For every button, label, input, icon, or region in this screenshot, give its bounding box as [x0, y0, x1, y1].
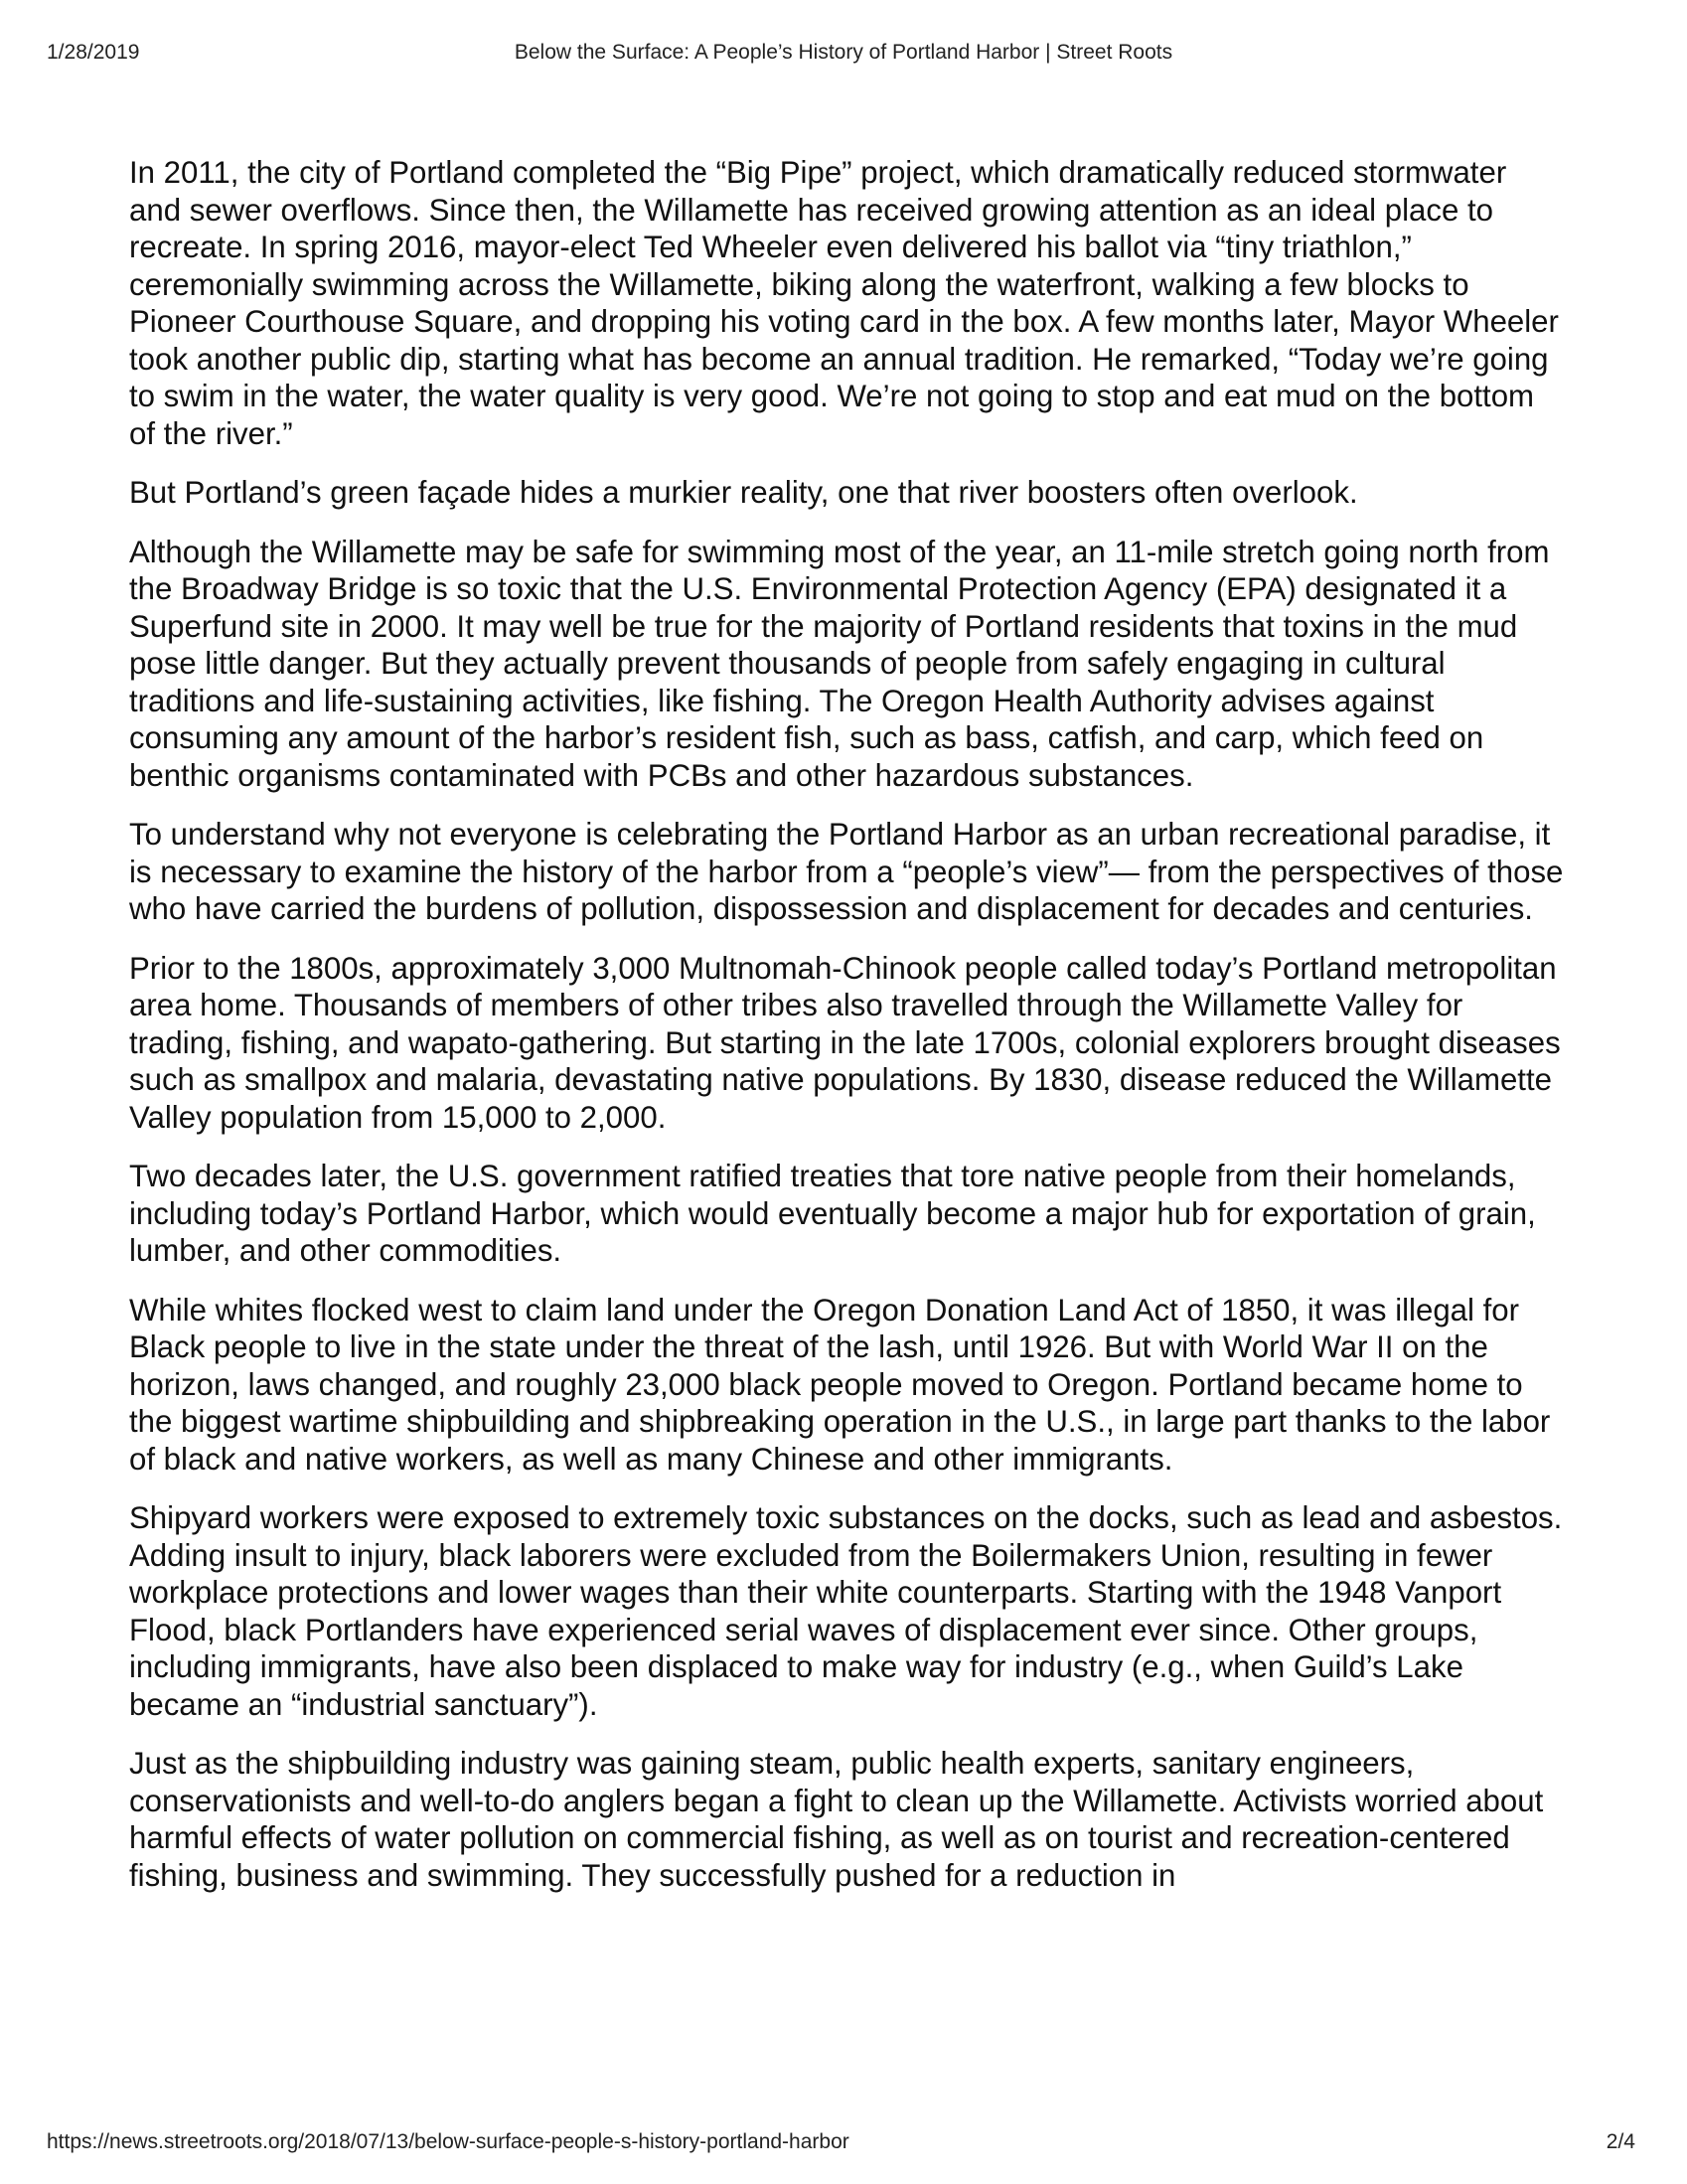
- article-paragraph: Although the Willamette may be safe for swimming most of the year, an 11-mile stretch going north from the Broadway Bridge is so toxic that the U.S. Environmental Protection Agency (EPA) designated it a Superfund site in 2000. It may well be true for the majority of Portland residents that toxins in the mud pose little danger. But they actually prevent thousands of people from safely engaging in cultural traditions and life-sustaining activities, like fishing. The Oregon Health Authority advises against consuming any amount of the harbor’s resident fish, such as bass, catfish, and carp, which feed on benthic organisms contaminated with PCBs and other hazardous substances.: [129, 534, 1550, 793]
- article-paragraph: Shipyard workers were exposed to extremely toxic substances on the docks, such as lead and asbestos. Adding insult to injury, black laborers were excluded from the Boilermakers Union, resulting in fewer workplace protections and lower wages than their white counterparts. Starting with the 1948 Vanport Flood, black Portlanders have experienced serial waves of displacement ever since. Other groups, including immigrants, have also been displaced to make way for industry (e.g., when Guild’s Lake became an “industrial sanctuary”).: [129, 1500, 1563, 1722]
- article-paragraph: But Portland’s green façade hides a murkier reality, one that river boosters often overlook.: [129, 475, 1358, 510]
- article-body: [129, 154, 1565, 1916]
- page-title: Below the Surface: A People’s History of Portland Harbor | Street Roots: [514, 41, 1173, 64]
- article-paragraph: Two decades later, the U.S. government ratified treaties that tore native people from their homelands, including today’s Portland Harbor, which would eventually become a major hub for exportation of grain, lumber, and other commodities.: [129, 1159, 1536, 1268]
- print-footer: [0, 2130, 1687, 2160]
- print-header: [0, 41, 1687, 71]
- print-date: 1/28/2019: [47, 41, 140, 64]
- article-paragraph: Prior to the 1800s, approximately 3,000 Multnomah-Chinook people called today’s Portland metropolitan area home. Thousands of members of other tribes also travelled through the Willamette Valley for trading, fishing, and wapato-gathering. But starting in the late 1700s, colonial explorers brought diseases such as smallpox and malaria, devastating native populations. By 1830, disease reduced the Willamette Valley population from 15,000 to 2,000.: [129, 950, 1561, 1135]
- page-url: https://news.streetroots.org/2018/07/13/below-surface-people-s-history-portland-harbor: [47, 2130, 849, 2153]
- page-number: 2/4: [1606, 2130, 1635, 2153]
- article-paragraph: To understand why not everyone is celebrating the Portland Harbor as an urban recreational paradise, it is necessary to examine the history of the harbor from a “people’s view”— from the perspectives of those who have carried the burdens of pollution, dispossession and displacement for decades and centuries.: [129, 817, 1564, 926]
- article-paragraph: In 2011, the city of Portland completed the “Big Pipe” project, which dramatically reduced stormwater and sewer overflows. Since then, the Willamette has received growing attention as an ideal place to recreate. In spring 2016, mayor-elect Ted Wheeler even delivered his ballot via “tiny triathlon,” ceremonially swimming across the Willamette, biking along the waterfront, walking a few blocks to Pioneer Courthouse Square, and dropping his voting card in the box. A few months later, Mayor Wheeler took another public dip, starting what has become an annual tradition. He remarked, “Today we’re going to swim in the water, the water quality is very good. We’re not going to stop and eat mud on the bottom of the river.”: [129, 155, 1559, 451]
- article-paragraph: Just as the shipbuilding industry was gaining steam, public health experts, sanitary engineers, conservationists and well-to-do anglers began a fight to clean up the Willamette. Activists worried about harmful effects of water pollution on commercial fishing, as well as on tourist and recreation-centered fishing, business and swimming. They successfully pushed for a reduction in: [129, 1746, 1544, 1893]
- article-paragraph: While whites flocked west to claim land under the Oregon Donation Land Act of 1850, it was illegal for Black people to live in the state under the threat of the lash, until 1926. But with World War II on the horizon, laws changed, and roughly 23,000 black people moved to Oregon. Portland became home to the biggest wartime shipbuilding and shipbreaking operation in the U.S., in large part thanks to the labor of black and native workers, as well as many Chinese and other immigrants.: [129, 1292, 1551, 1477]
